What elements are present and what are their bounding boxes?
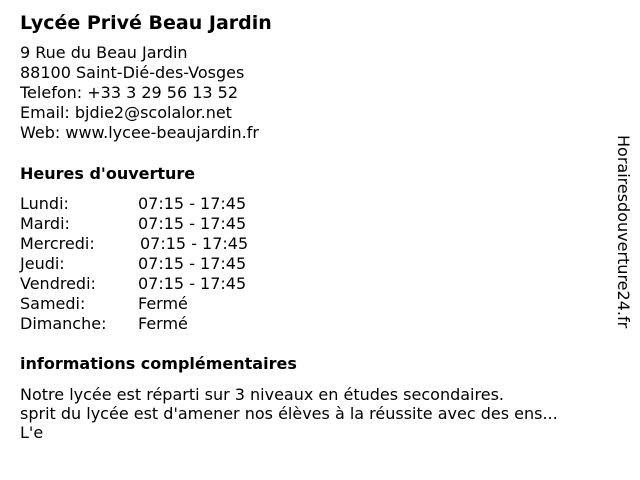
hours-day: Vendredi:	[20, 274, 96, 293]
hours-heading: Heures d'ouverture	[20, 164, 196, 183]
info-line: sprit du lycée est d'amener nos élèves à la réussite avec des ens...	[20, 404, 558, 423]
hours-day: Lundi:	[20, 194, 69, 213]
site-brand-vertical: Horairesdouverture24.fr	[614, 135, 633, 329]
email-address: Email: bjdie2@scolalor.net	[20, 103, 232, 122]
hours-day: Dimanche:	[20, 314, 107, 333]
address-city: 88100 Saint-Dié-des-Vosges	[20, 63, 245, 82]
info-line: Notre lycée est réparti sur 3 niveaux en études secondaires.	[20, 385, 504, 404]
hours-time: Fermé	[138, 314, 188, 333]
address-street: 9 Rue du Beau Jardin	[20, 43, 188, 62]
page-title: Lycée Privé Beau Jardin	[20, 12, 272, 34]
hours-time: 07:15 - 17:45	[138, 214, 247, 233]
hours-day: Samedi:	[20, 294, 86, 313]
hours-time: 07:15 - 17:45	[138, 194, 247, 213]
hours-time: 07:15 - 17:45	[138, 274, 247, 293]
website-link[interactable]: Web: www.lycee-beaujardin.fr	[20, 123, 259, 142]
hours-day: Jeudi:	[20, 254, 65, 273]
hours-time: 07:15 - 17:45	[140, 234, 249, 253]
hours-time: Fermé	[138, 294, 188, 313]
info-description	[20, 385, 610, 442]
hours-day: Mardi:	[20, 214, 70, 233]
address-block	[20, 43, 259, 143]
hours-day: Mercredi:	[20, 234, 95, 253]
info-line: L'e	[20, 423, 44, 442]
info-heading: informations complémentaires	[20, 354, 297, 373]
phone-number: Telefon: +33 3 29 56 13 52	[20, 83, 239, 102]
hours-time: 07:15 - 17:45	[138, 254, 247, 273]
